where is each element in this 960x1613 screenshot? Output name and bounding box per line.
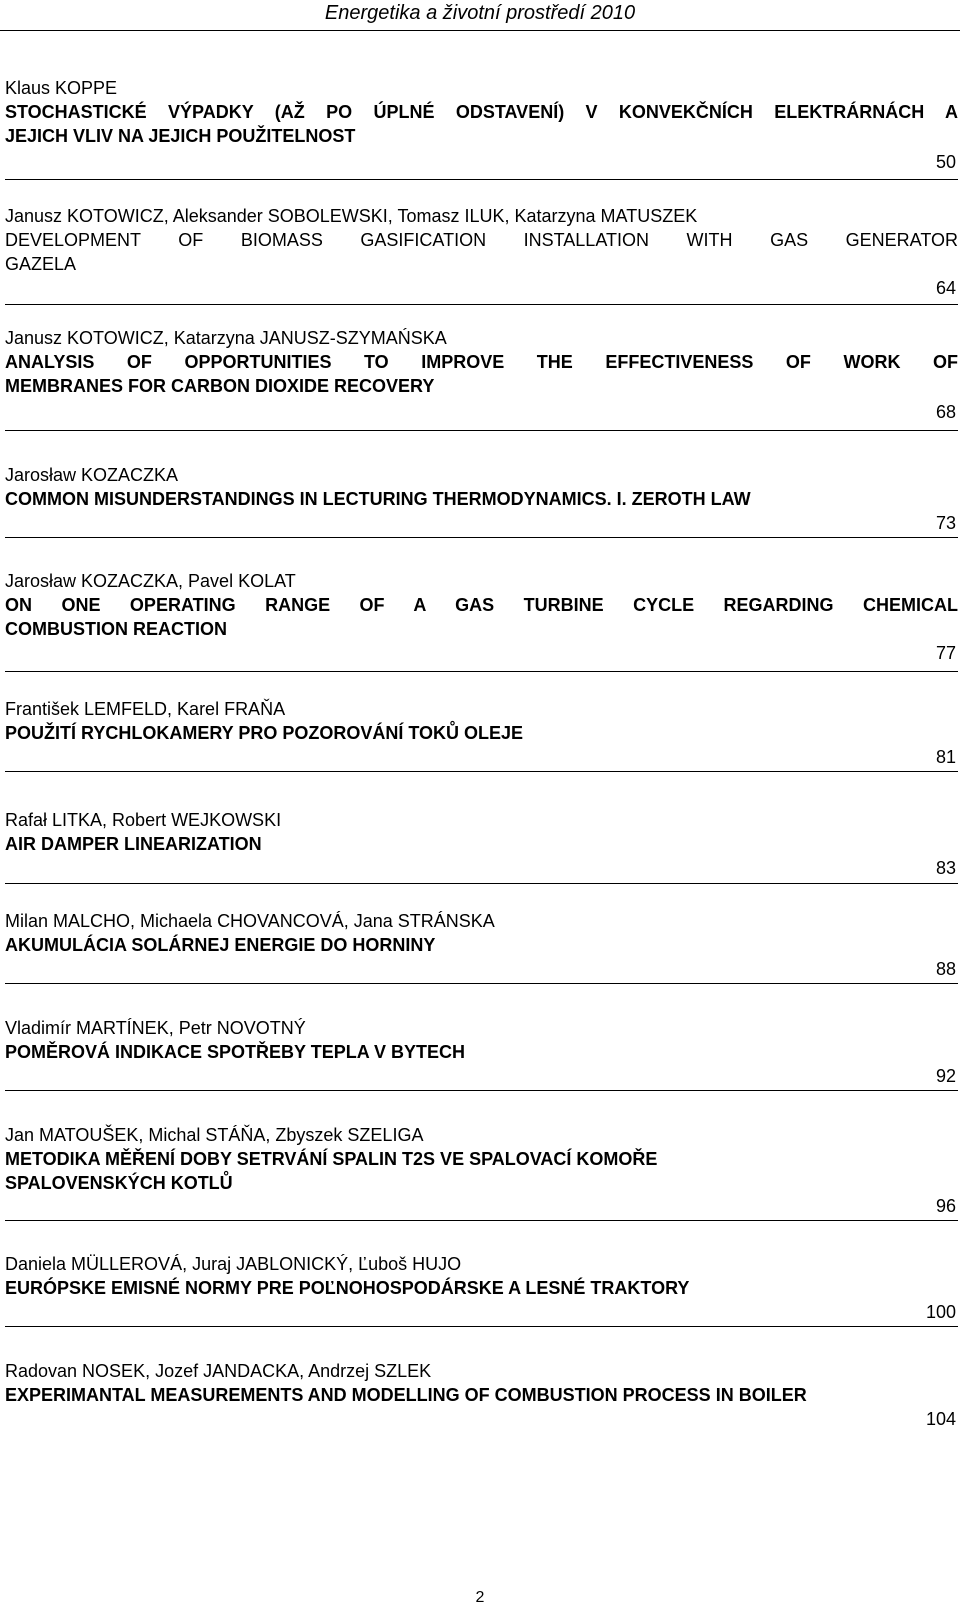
entry-authors: Milan MALCHO, Michaela CHOVANCOVÁ, Jana STRÁNSKA [5,911,495,931]
journal-title: Energetika a životní prostředí 2010 [324,2,636,24]
footer-page-number: 2 [475,1589,485,1606]
toc-entry [5,909,958,984]
entry-title-line: EURÓPSKE EMISNÉ NORMY PRE POĽNOHOSPODÁRSKE A LESNÉ TRAKTORY [5,1278,690,1298]
entry-title-line: EXPERIMANTAL MEASUREMENTS AND MODELLING OF COMBUSTION PROCESS IN BOILER [5,1385,807,1405]
toc-entry [5,1252,958,1327]
entry-authors: Rafał LITKA, Robert WEJKOWSKI [5,810,282,830]
toc-entry [5,569,958,672]
entry-page-number: 77 [935,643,956,663]
entry-title-line: STOCHASTICKÉ VÝPADKY (AŽ PO ÚPLNÉ ODSTAVENÍ) V KONVEKČNÍCH ELEKTRÁRNÁCH A [5,102,958,122]
entry-title-line: GAZELA [5,254,77,274]
entry-authors: Janusz KOTOWICZ, Katarzyna JANUSZ-SZYMAŃSKA [5,328,447,348]
entry-page-number: 50 [935,152,956,172]
entry-authors: Janusz KOTOWICZ, Aleksander SOBOLEWSKI, Tomasz ILUK, Katarzyna MATUSZEK [5,206,698,226]
entry-title-line: JEJICH VLIV NA JEJICH POUŽITELNOST [5,126,356,146]
entry-authors: Jarosław KOZACZKA, Pavel KOLAT [5,571,296,591]
toc-entry [5,1123,958,1221]
entry-title-line: AKUMULÁCIA SOLÁRNEJ ENERGIE DO HORNINY [5,935,436,955]
entry-page-number: 92 [935,1066,956,1086]
entry-title-line: SPALOVENSKÝCH KOTLŮ [5,1173,233,1193]
entry-title-line: POMĚROVÁ INDIKACE SPOTŘEBY TEPLA V BYTECH [5,1042,466,1062]
entry-title-line: ON ONE OPERATING RANGE OF A GAS TURBINE CYCLE REGARDING CHEMICAL [5,595,958,615]
entry-page-number: 81 [935,747,956,767]
entry-page-number: 73 [935,513,956,533]
entry-title-line: COMMON MISUNDERSTANDINGS IN LECTURING THERMODYNAMICS. I. ZEROTH LAW [5,489,751,509]
entry-title-line: POUŽITÍ RYCHLOKAMERY PRO POZOROVÁNÍ TOKŮ OLEJE [5,723,524,743]
entry-page-number: 83 [935,858,956,878]
entry-authors: Radovan NOSEK, Jozef JANDACKA, Andrzej SZLEK [5,1361,432,1381]
entry-title-line: MEMBRANES FOR CARBON DIOXIDE RECOVERY [5,376,435,396]
entry-authors: Jan MATOUŠEK, Michal STÁŇA, Zbyszek SZELIGA [5,1125,424,1145]
toc-entry [5,326,958,431]
page-header [0,0,960,31]
entry-title-line: ANALYSIS OF OPPORTUNITIES TO IMPROVE THE EFFECTIVENESS OF WORK OF [5,352,958,372]
entry-page-number: 64 [935,278,956,298]
entry-page-number: 96 [935,1196,956,1216]
toc-entry [5,463,958,538]
entry-page-number: 100 [925,1302,956,1322]
toc-entry [5,697,958,772]
entry-authors: Vladimír MARTÍNEK, Petr NOVOTNÝ [5,1018,306,1038]
toc-entry [5,1359,958,1433]
entry-title-line: METODIKA MĚŘENÍ DOBY SETRVÁNÍ SPALIN T2S VE SPALOVACÍ KOMOŘE [5,1149,658,1169]
entry-title-line: DEVELOPMENT OF BIOMASS GASIFICATION INSTALLATION WITH GAS GENERATOR [5,230,958,250]
entry-title-line: AIR DAMPER LINEARIZATION [5,834,262,854]
toc-entry [5,808,958,884]
toc-entry [5,204,958,305]
toc-entry [5,76,958,180]
entry-title-line: COMBUSTION REACTION [5,619,227,639]
entry-authors: Jarosław KOZACZKA [5,465,179,485]
entry-page-number: 88 [935,959,956,979]
entry-page-number: 104 [925,1409,956,1429]
entry-page-number: 68 [935,402,956,422]
entry-authors: Klaus KOPPE [5,78,118,98]
entry-authors: Daniela MÜLLEROVÁ, Juraj JABLONICKÝ, Ľuboš HUJO [5,1254,462,1274]
entry-authors: František LEMFELD, Karel FRAŇA [5,699,286,719]
toc-entry [5,1016,958,1091]
